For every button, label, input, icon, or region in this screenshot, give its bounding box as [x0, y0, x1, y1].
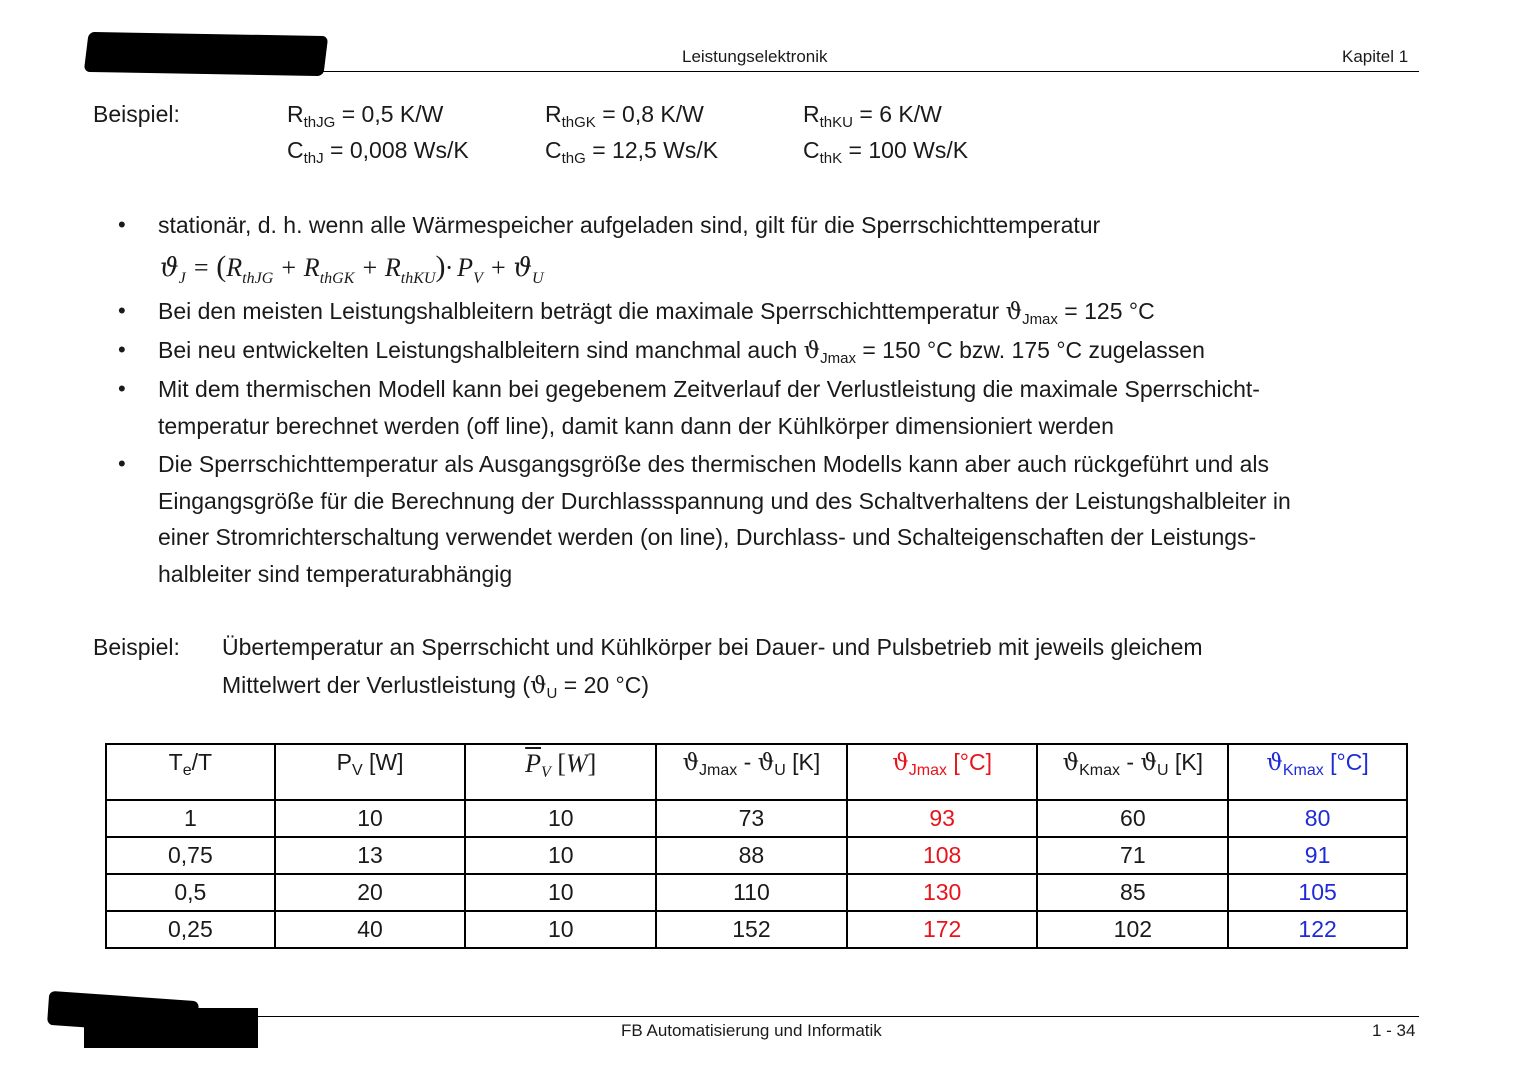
bullet-5-line-3: einer Stromrichterschaltung verwendet werden (on line), Durchlass- und Schalteigenschaften der Leistungs-	[158, 524, 1257, 550]
cell-pv-mean: 10	[465, 800, 656, 837]
c-thg: $C_{thG} = 12,5$ Ws/K	[545, 137, 719, 167]
bullet-4-line-1: Mit dem thermischen Modell kann bei gegebenem Zeitverlauf der Verlustleistung die maximale Sperrschicht-	[158, 376, 1260, 402]
table-row	[106, 874, 1407, 911]
col-header-delta-j: $ϑ_{Jmax} - ϑ_U$ [K]	[656, 744, 847, 800]
cell-delta-j: 110	[656, 874, 847, 911]
c-thk: $C_{thK} = 100$ Ws/K	[803, 137, 969, 167]
bullet-5-line-1: Die Sperrschichttemperatur als Ausgangsgröße des thermischen Modells kann aber auch rückgeführt und als	[158, 451, 1269, 477]
r-thku: $R_{thKU} = 6$ K/W	[803, 101, 942, 131]
r-thjg: $R_{thJG} = 0,5$ K/W	[287, 101, 444, 131]
example1-label: Beispiel:	[93, 101, 180, 127]
table-header-row	[106, 744, 1407, 800]
bullet-4-line-2: temperatur berechnet werden (off line), damit kann dann der Kühlkörper dimensioniert werden	[158, 413, 1114, 439]
r-thgk: $R_{thGK} = 0,8$ K/W	[545, 101, 704, 131]
bullet-3-text: Bei neu entwickelten Leistungshalbleitern sind manchmal auch $ϑ_{Jmax} = 150$ °C bzw. 175 °C zugelassen	[158, 337, 1205, 367]
bullet-dot: •	[118, 451, 126, 476]
footer-department: FB Automatisierung und Informatik	[621, 1021, 882, 1040]
cell-theta-jmax: 130	[847, 874, 1038, 911]
col-header-pv-mean: $\overline{P}V$ [W]	[465, 744, 656, 800]
cell-te-t: 1	[106, 800, 275, 837]
col-header-theta-kmax: $ϑ_{Kmax}$ [°C]	[1228, 744, 1407, 800]
col-header-theta-jmax: $ϑ_{Jmax}$ [°C]	[847, 744, 1038, 800]
bullet-1-text: stationär, d. h. wenn alle Wärmespeicher aufgeladen sind, gilt für die Sperrschichttemperatur	[158, 212, 1101, 238]
cell-theta-jmax: 172	[847, 911, 1038, 948]
bullet-dot: •	[118, 337, 126, 362]
cell-theta-jmax: 93	[847, 800, 1038, 837]
cell-pv-mean: 10	[465, 874, 656, 911]
cell-pv-mean: 10	[465, 837, 656, 874]
cell-theta-jmax: 108	[847, 837, 1038, 874]
table-row	[106, 911, 1407, 948]
cell-te-t: 0,5	[106, 874, 275, 911]
cell-pv: 10	[275, 800, 466, 837]
cell-pv: 13	[275, 837, 466, 874]
table-row	[106, 800, 1407, 837]
cell-theta-kmax: 91	[1228, 837, 1407, 874]
cell-delta-k: 102	[1037, 911, 1228, 948]
example2-line-1: Übertemperatur an Sperrschicht und Kühlkörper bei Dauer- und Pulsbetrieb mit jeweils gleichem	[222, 634, 1203, 660]
header-chapter: Kapitel 1	[1342, 47, 1409, 66]
cell-delta-k: 60	[1037, 800, 1228, 837]
redacted-logo-bottom-2	[84, 1008, 258, 1048]
cell-theta-kmax: 122	[1228, 911, 1407, 948]
cell-theta-kmax: 105	[1228, 874, 1407, 911]
cell-delta-j: 88	[656, 837, 847, 874]
bullet-5-line-2: Eingangsgröße für die Berechnung der Durchlassspannung und des Schaltverhaltens der Leistungshalbleiter in	[158, 488, 1291, 514]
bullet-5-line-4: halbleiter sind temperaturabhängig	[158, 561, 513, 587]
col-header-te-t: $T_e/T$	[106, 744, 275, 800]
redacted-logo-top	[84, 32, 328, 76]
cell-te-t: 0,75	[106, 837, 275, 874]
junction-temperature-formula: $ϑ_J = (R_{thJG} + R_{thGK} + R_{thKU})\cdot P_V + ϑ_U$	[160, 250, 544, 287]
cell-pv: 20	[275, 874, 466, 911]
table-row	[106, 837, 1407, 874]
bullet-dot: •	[118, 298, 126, 323]
cell-delta-k: 71	[1037, 837, 1228, 874]
cell-delta-j: 73	[656, 800, 847, 837]
cell-te-t: 0,25	[106, 911, 275, 948]
example2-line-2: Mittelwert der Verlustleistung ($ϑ_U = 20$ °C)	[222, 672, 650, 702]
temperature-table	[105, 743, 1408, 949]
cell-delta-j: 152	[656, 911, 847, 948]
cell-delta-k: 85	[1037, 874, 1228, 911]
cell-pv-mean: 10	[465, 911, 656, 948]
bullet-dot: •	[118, 376, 126, 401]
cell-pv: 40	[275, 911, 466, 948]
col-header-delta-k: $ϑ_{Kmax} - ϑ_U$ [K]	[1037, 744, 1228, 800]
bullet-2-text: Bei den meisten Leistungshalbleitern beträgt die maximale Sperrschichttemperatur $ϑ_{Jmax} = 125$ °C	[158, 298, 1155, 328]
footer-page-number: 1 - 34	[1372, 1021, 1416, 1040]
footer-rule	[94, 1016, 1419, 1017]
header-title: Leistungselektronik	[682, 47, 828, 66]
cell-theta-kmax: 80	[1228, 800, 1407, 837]
header-rule	[94, 71, 1419, 72]
bullet-dot: •	[118, 212, 126, 237]
example2-label: Beispiel:	[93, 634, 180, 660]
col-header-pv: $P_V$ [W]	[275, 744, 466, 800]
c-thj: $C_{thJ} = 0,008$ Ws/K	[287, 137, 469, 167]
